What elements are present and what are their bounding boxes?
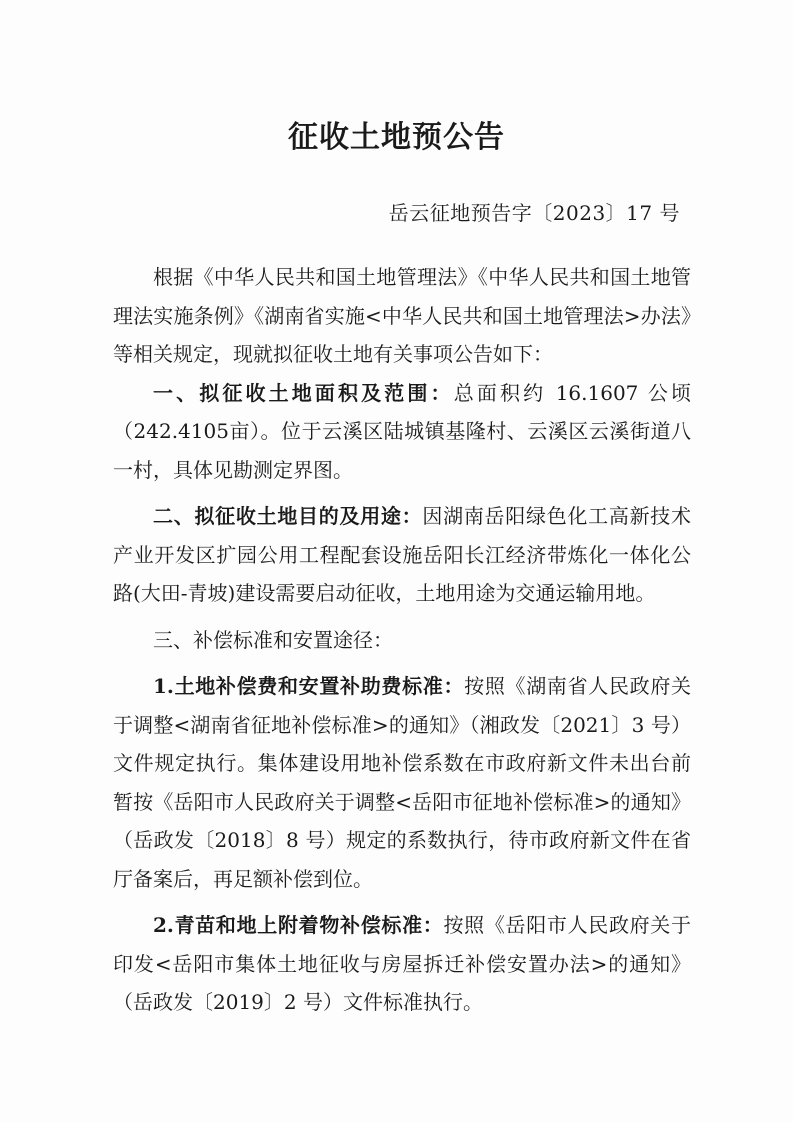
paragraph-text: 因湖南岳阳绿色化工高新技术产业开发区扩园公用工程配套设施岳阳长江经济带炼化一体化公路(大田-青坡)建设需要启动征收，土地用途为交通运输用地。: [113, 504, 692, 605]
paragraph-compensation-heading: [113, 621, 691, 660]
paragraph-lead: 1.土地补偿费和安置补助费标准：: [153, 674, 465, 698]
paragraph-crop-compensation: [113, 906, 691, 1022]
paragraph-text: 按照《湖南省人民政府关于调整<湖南省征地补偿标准>的通知》（湘政发〔2021〕3 号）文件规定执行。集体建设用地补偿系数在市政府新文件未出台前暂按《岳阳市人民政府关于调整<岳阳市征地补偿标准>的通知》（岳政发〔2018〕8 号）规定的系数执行，待市政府新文件在省厅备案后，再足额补偿到位。: [113, 674, 691, 891]
paragraph-text: 三、补偿标准和安置途径：: [153, 627, 393, 652]
document-number: 岳云征地预告字〔2023〕17 号: [388, 201, 680, 225]
paragraph-area-scope: [113, 374, 691, 490]
paragraph-lead: 一、拟征收土地面积及范围：: [153, 380, 454, 405]
paragraph-lead: 2.青苗和地上附着物补偿标准：: [153, 913, 444, 937]
paragraph-text: 根据《中华人民共和国土地管理法》《中华人民共和国土地管理法实施条例》《湖南省实施<中华人民共和国土地管理法>办法》等相关规定，现就拟征收土地有关事项公告如下：: [113, 265, 691, 366]
document-title: 征收土地预公告: [288, 120, 505, 155]
paragraph-lead: 二、拟征收土地目的及用途：: [153, 504, 423, 528]
paragraph-text: 总面积约 16.1607 公顷（242.4105亩）。位于云溪区陆城镇基隆村、云溪区云溪街道八一村，具体见勘测定界图。: [113, 380, 692, 482]
paragraph-text: 按照《岳阳市人民政府关于印发<岳阳市集体土地征收与房屋拆迁补偿安置办法>的通知》（岳政发〔2019〕2 号）文件标准执行。: [113, 913, 691, 1014]
paragraph-purpose: [113, 497, 691, 613]
paragraph-intro: [113, 258, 691, 374]
document-body: [113, 258, 691, 1022]
paragraph-land-compensation: [113, 667, 691, 898]
